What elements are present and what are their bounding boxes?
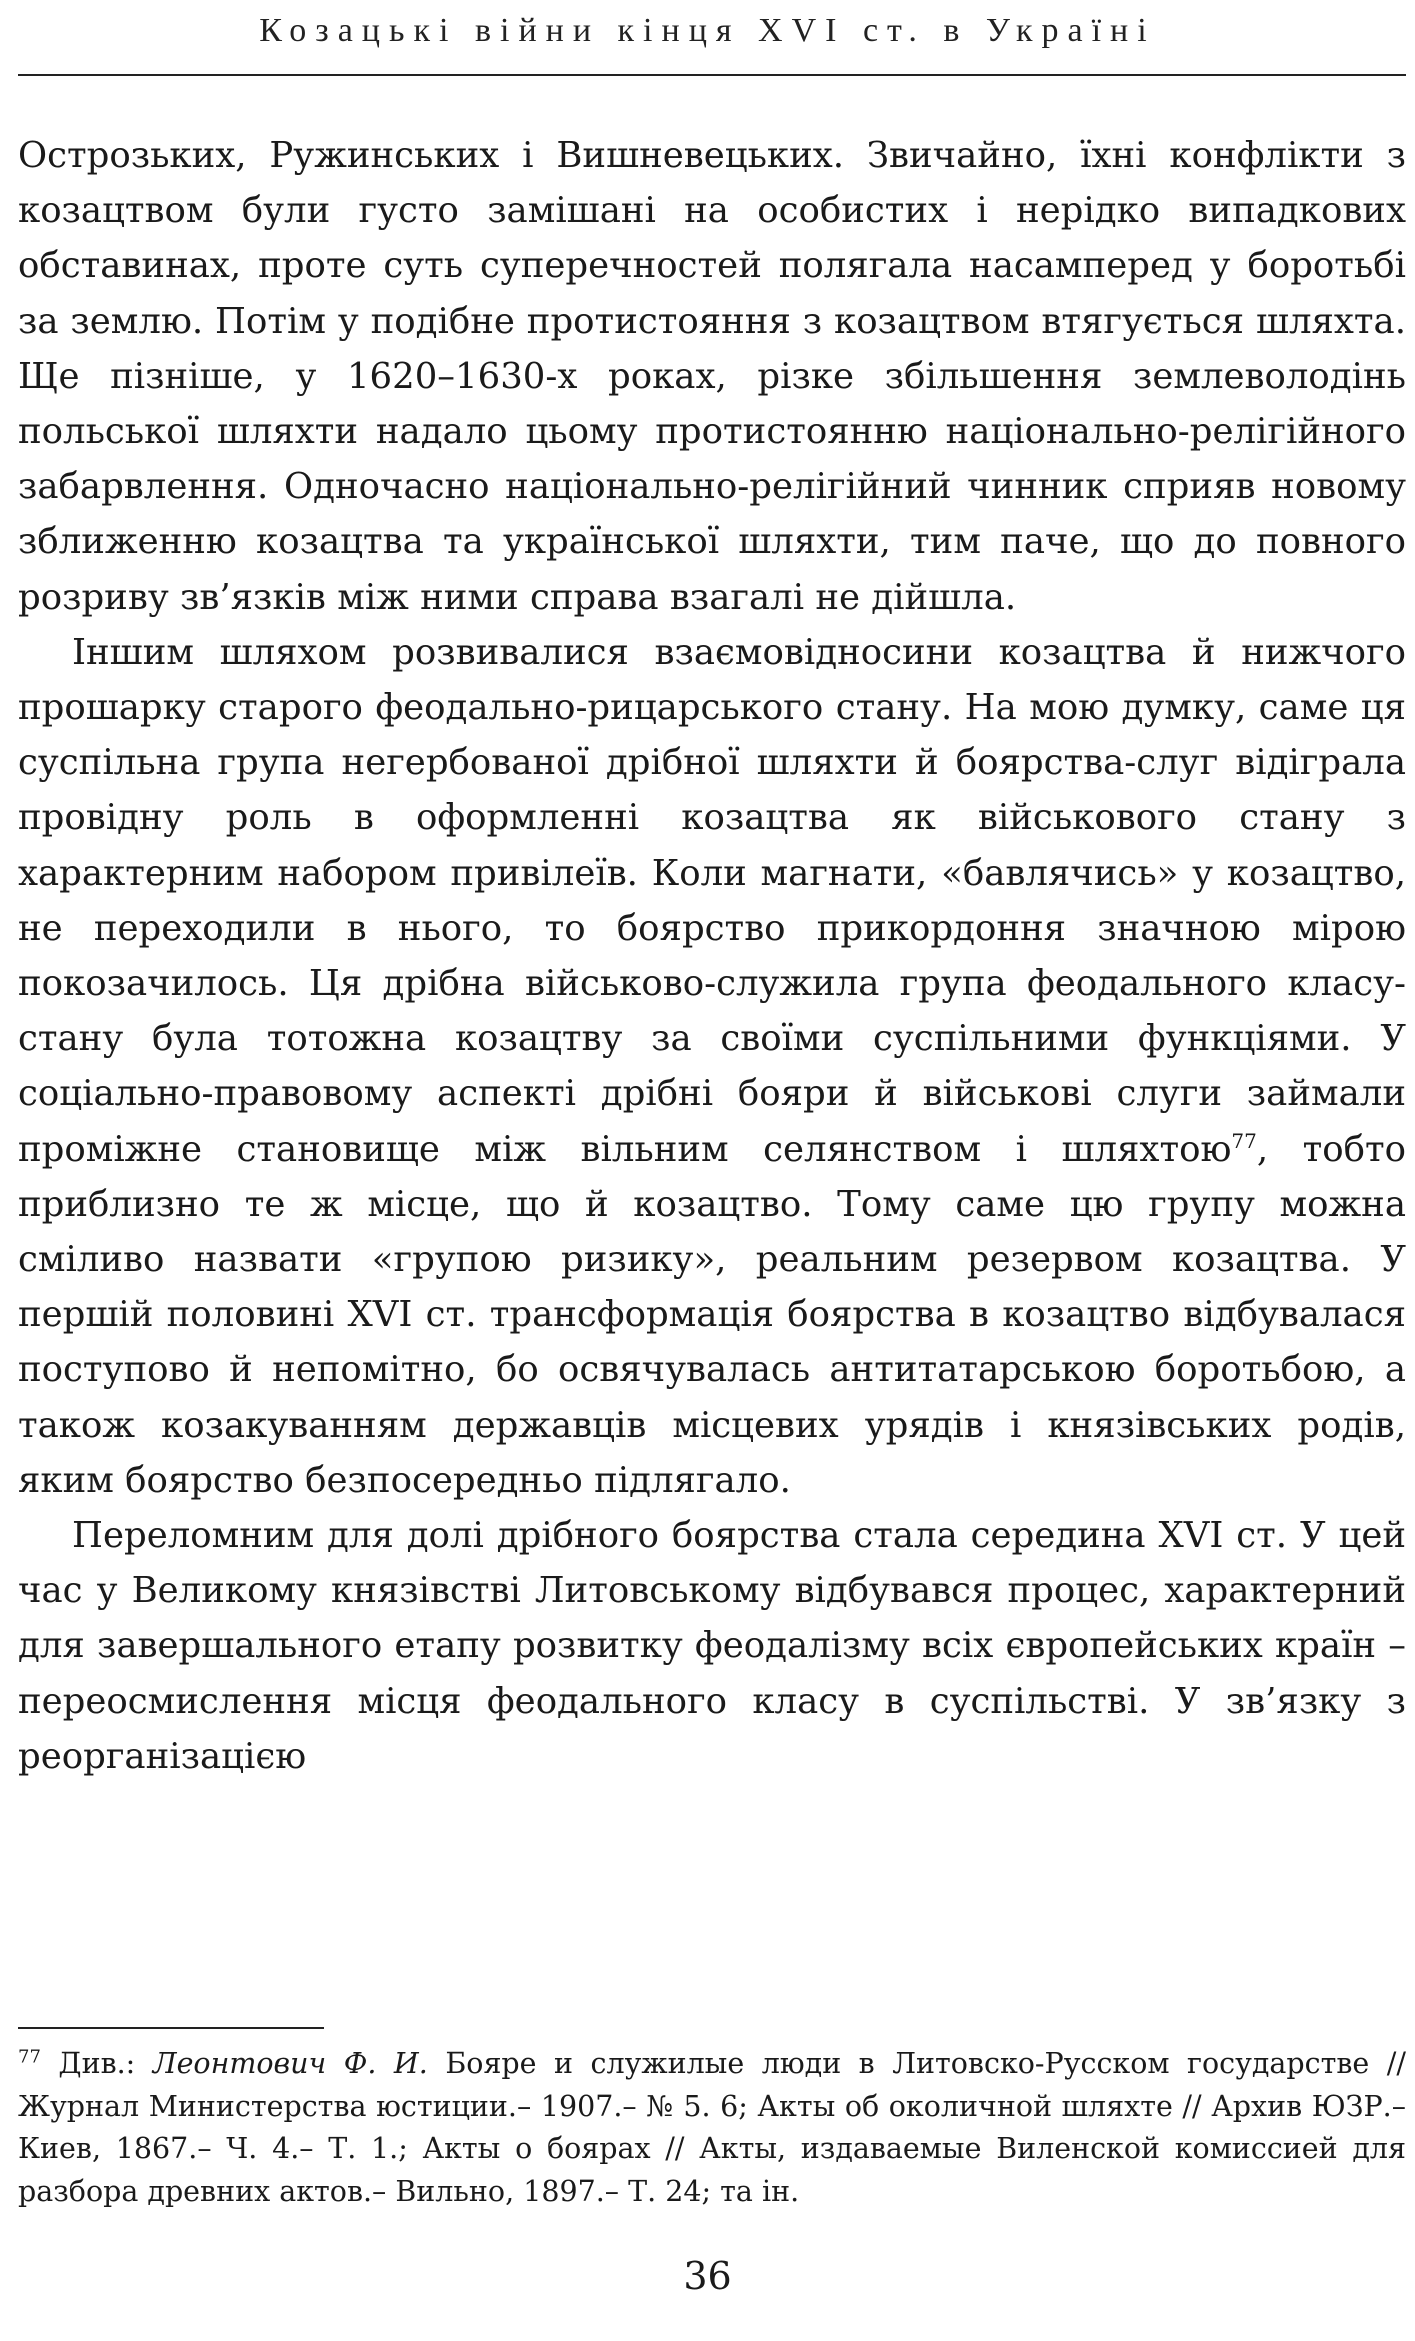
paragraph-1: Острозьких, Ружинських і Вишневецьких. Звичайно, їхні конфлікти з козацтвом були густо замішані на особистих і нерідко випадкових обставинах, проте суть суперечностей полягала насамперед у боротьбі за землю. Потім у подібне протистояння з козацтвом втягується шляхта. Ще пізніше, у 1620–1630-х роках, різке збільшення землеволодінь польської шляхти надало цьому протистоянню національно-релігійного забарвлення. Одночасно національно-релігійний чинник сприяв новому зближенню козацтва та української шляхти, тим паче, що до повного розриву зв’язків між ними справа взагалі не дійшла. [18,135,1406,618]
footnote-author: Леонтович Ф. И. [152,2047,428,2080]
footnote-separator [18,2027,324,2029]
paragraph-2-text-before-note: Іншим шляхом розвивалися взаємовідносини козацтва й нижчого прошарку старого феодально-рицарського стану. На мою думку, саме ця суспільна група негербованої дрібної шляхти й боярства-слуг відіграла провідну роль в оформленні козацтва як військового стану з характерним набором привілеїв. Коли магнати, «бавлячись» у козацтво, не переходили в нього, то боярство прикордоння значною мірою покозачилось. Ця дрібна військово-служила група феодального класу-стану була тотожна козацтву за своїми суспільними функціями. У соціально-правовому аспекті дрібні бояри й військові слуги займали проміжне становище між вільним селянством і шляхтою [18,631,1406,1170]
page-number: 36 [683,2254,732,2298]
footnote-number: 77 [18,2046,41,2068]
footnote-lead: Див.: [40,2047,153,2080]
footnote-text: Бояре и служилые люди в Литовско-Русском государстве // Журнал Министерства юстиции.– 1907.– № 5. 6; Акты об околичной шляхте // Архив ЮЗР.– Киев, 1867.– Ч. 4.– Т. 1.; Акты о боярах // Акты, издаваемые Виленской комиссией для разбора древних актов.– Вильно, 1897.– Т. 24; та ін. [18,2047,1406,2208]
running-head: Козацькі війни кінця XVI ст. в Україні [259,12,1156,49]
header-rule [18,74,1406,76]
main-text [18,128,1406,1784]
paragraph-2-text-after-note: , тобто приблизно те ж місце, що й козацтво. Тому саме цю групу можна сміливо назвати «групою ризику», реальним резервом козацтва. У першій половині XVI ст. трансформація боярства в козацтво відбувалася поступово й непомітно, бо освячувалась антитатарською боротьбою, а також козакуванням державців місцевих урядів і князівських родів, яким боярство безпосередньо підлягало. [18,1128,1406,1501]
paragraph-3: Переломним для долі дрібного боярства стала середина XVI ст. У цей час у Великому князівстві Литовському відбувався процес, характерний для завершального етапу розвитку феодалізму всіх європейських країн – переосмислення місця феодального класу в суспільстві. У зв’язку з реорганізацією [18,1515,1406,1777]
footnote [18,2043,1406,2213]
footnote-reference[interactable]: 77 [1231,1128,1257,1153]
paragraph-2 [18,625,1406,1508]
